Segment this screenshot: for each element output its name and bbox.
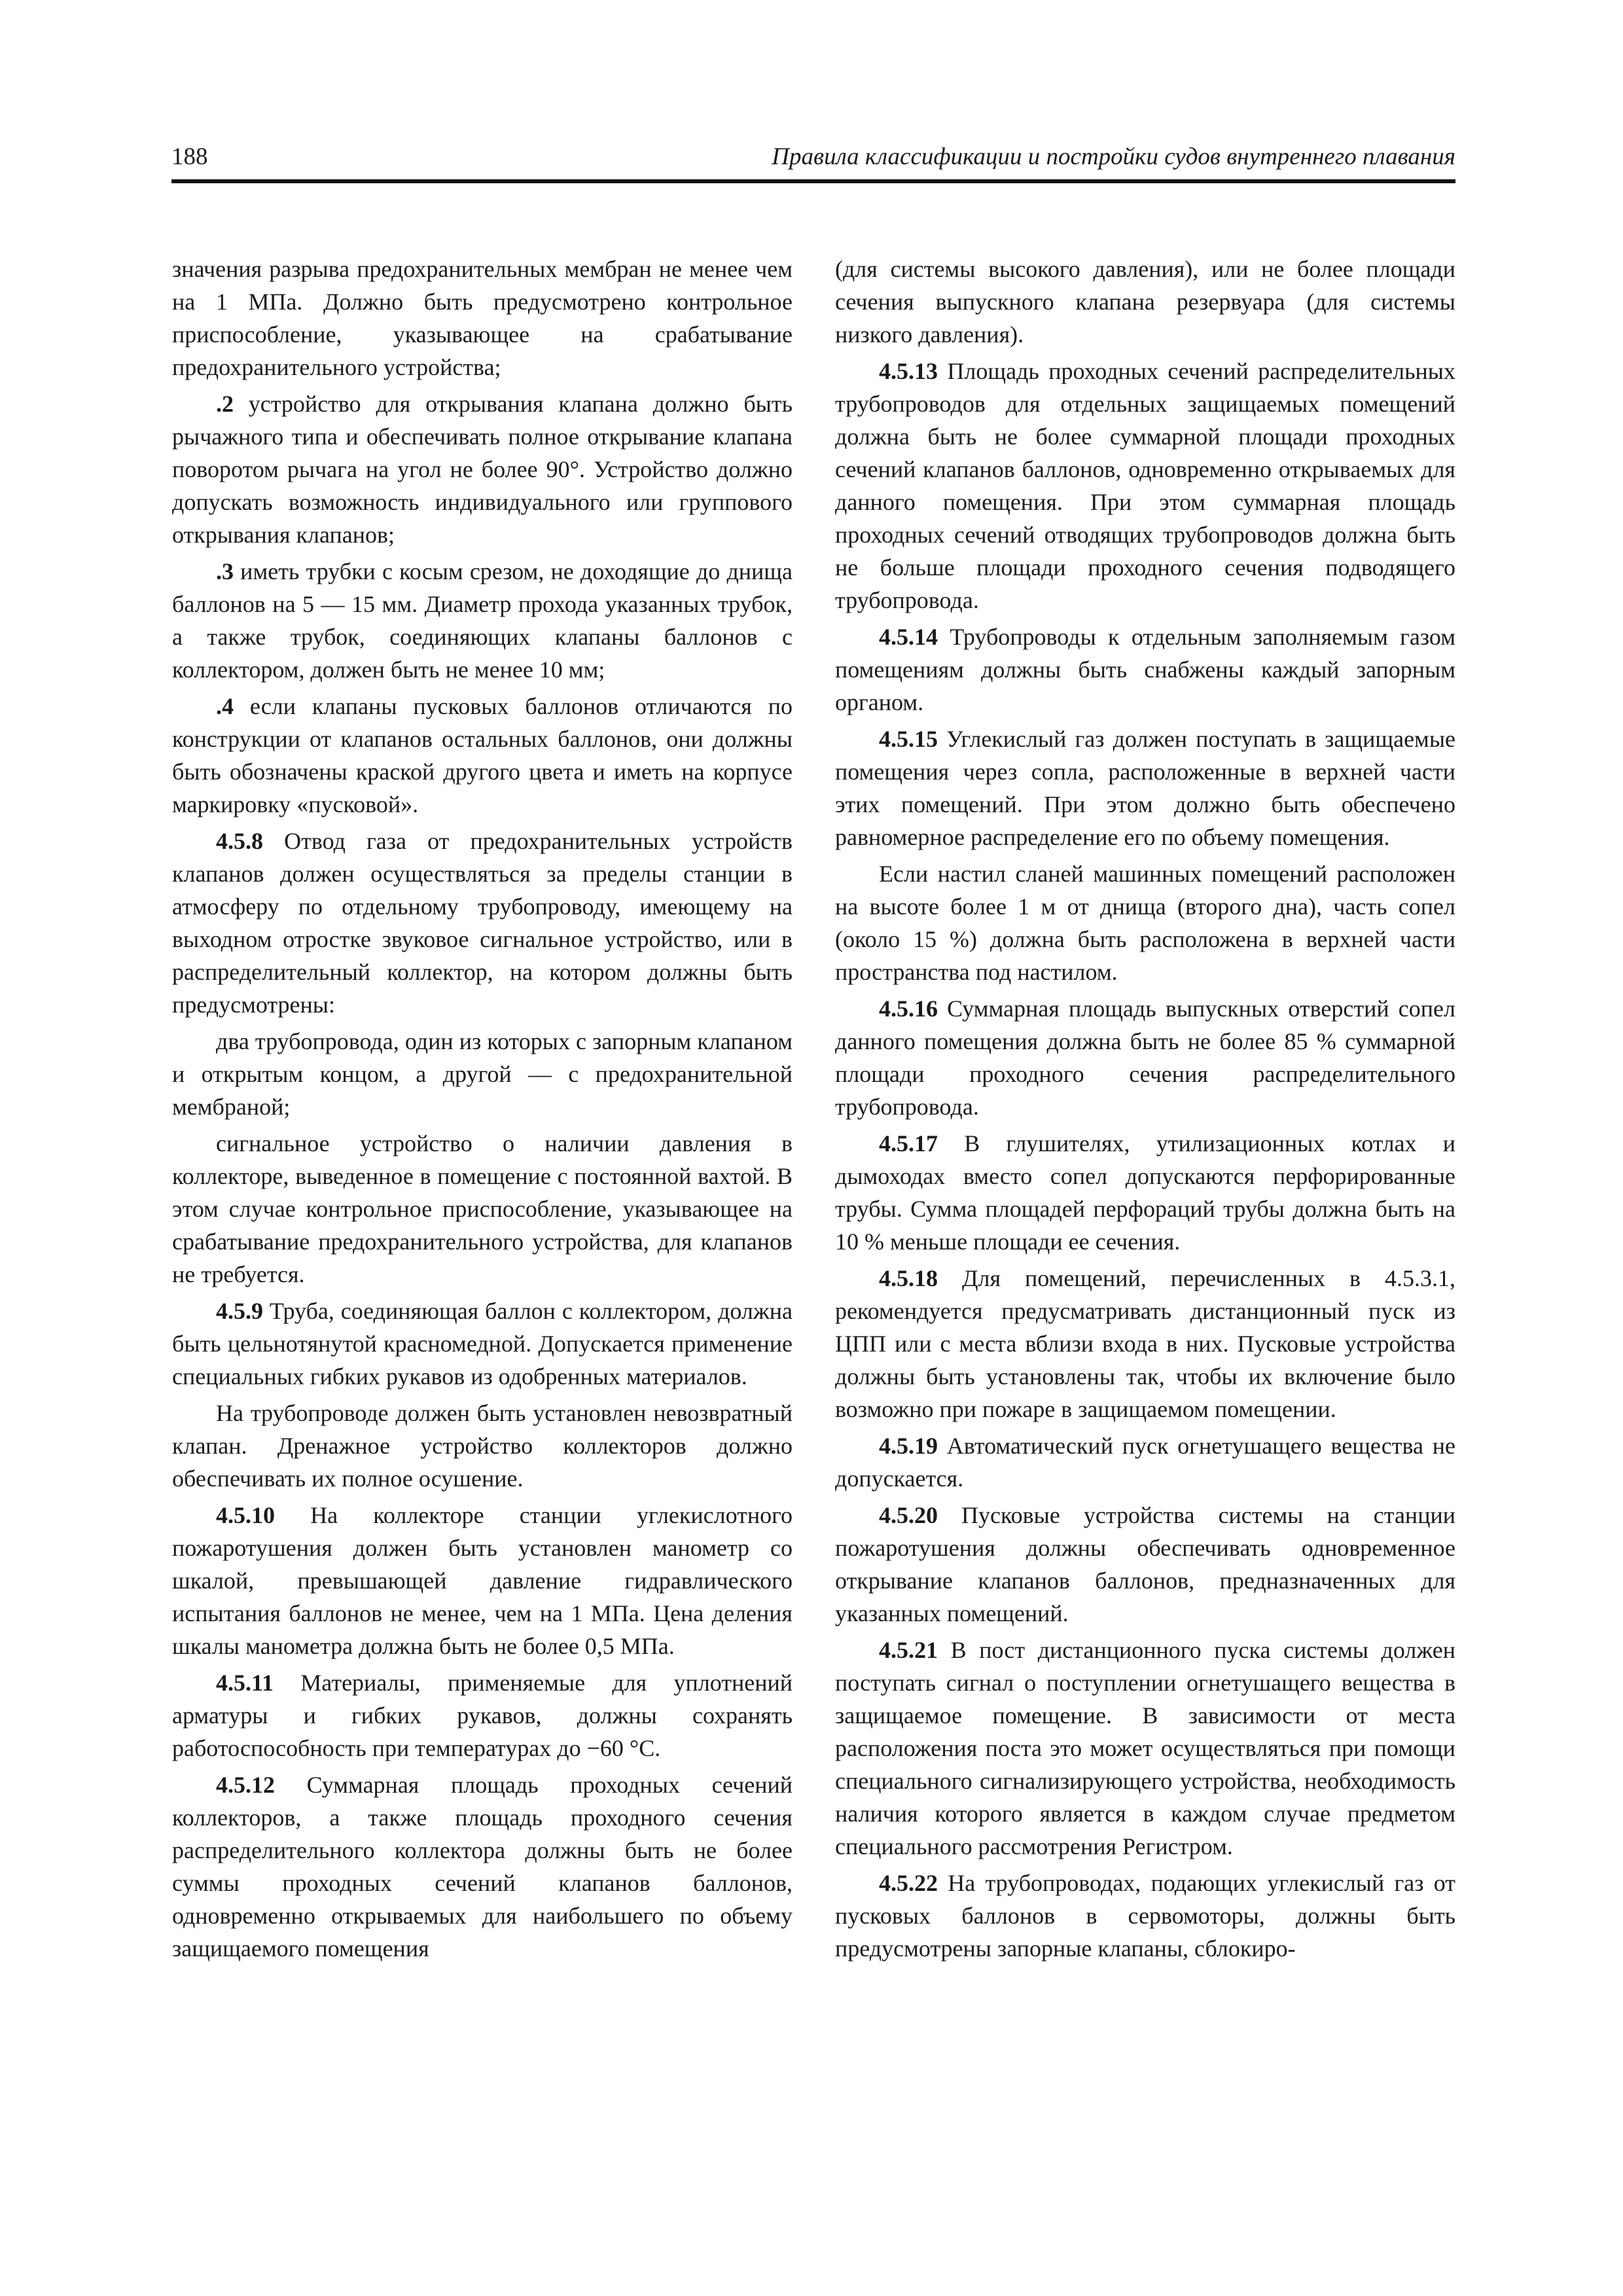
section-number: 4.5.8: [216, 828, 263, 854]
paragraph: [835, 355, 1455, 617]
paragraph-text: Материалы, применяемые для уплотнений арматуры и гибких рукавов, должны сохранять работоспособность при температурах до −60 °С.: [172, 1670, 793, 1761]
paragraph-text: Пусковые устройства системы на станции пожаротушения должны обеспечивать одновременное открывание клапанов баллонов, предназначенных для указанных помещений.: [835, 1502, 1455, 1626]
paragraph-text: Суммарная площадь проходных сечений коллекторов, а также площадь проходного сечения распределительного коллектора должны быть не более суммы проходных сечений клапанов баллонов, одновременно открываемых для наибольшего по объему защищаемого помещения: [172, 1772, 793, 1962]
paragraph-text: Автоматический пуск огнетушащего вещества не допускается.: [835, 1433, 1455, 1492]
paragraph: [172, 1025, 793, 1123]
section-number: .3: [216, 558, 234, 584]
running-title: Правила классификации и постройки судов внутреннего плавания: [772, 143, 1455, 170]
section-number: 4.5.17: [879, 1130, 938, 1157]
paragraph: [835, 992, 1455, 1123]
paragraph: [835, 1262, 1455, 1426]
section-number: 4.5.14: [879, 624, 938, 650]
paragraph-text: На трубопроводах, подающих углекислый газ от пусковых баллонов в сервомоторы, должны быть предусмотрены запорные клапаны, сблокиро-: [835, 1870, 1455, 1962]
right-text-column: [835, 253, 1455, 1969]
paragraph: [835, 1867, 1455, 1965]
section-number: 4.5.22: [879, 1870, 938, 1896]
section-number: 4.5.18: [879, 1265, 938, 1291]
section-number: 4.5.9: [216, 1298, 263, 1324]
paragraph: [835, 723, 1455, 853]
paragraph: [835, 253, 1455, 351]
section-number: .2: [216, 391, 234, 417]
paragraph: [835, 620, 1455, 719]
paragraph-text: Для помещений, перечисленных в 4.5.3.1, рекомендуется предусматривать дистанционный пуск из ЦПП или с места вблизи входа в них. Пусковые устройства должны быть установлены так, чтобы их включение было возможно при пожаре в защищаемом помещении.: [835, 1265, 1455, 1422]
paragraph-text: два трубопровода, один из которых с запорным клапаном и открытым концом, а другой — с предохранительной мембраной;: [172, 1028, 793, 1120]
paragraph-text: иметь трубки с косым срезом, не доходящие до днища баллонов на 5 — 15 мм. Диаметр прохода указанных трубок, а также трубок, соединяющих клапаны баллонов с коллектором, должен быть не менее 10 мм;: [172, 558, 793, 683]
paragraph-text: Труба, соединяющая баллон с коллектором, должна быть цельнотянутой красномедной. Допускается применение специальных гибких рукавов из одобренных материалов.: [172, 1298, 793, 1390]
paragraph: [172, 1295, 793, 1393]
paragraph: [835, 1429, 1455, 1495]
paragraph-text: если клапаны пусковых баллонов отличаются по конструкции от клапанов остальных баллонов, они должны быть обозначены краской другого цвета и иметь на корпусе маркировку «пусковой».: [172, 693, 793, 817]
section-number: 4.5.19: [879, 1433, 938, 1459]
paragraph: [172, 1666, 793, 1765]
paragraph-text: устройство для открывания клапана должно быть рычажного типа и обеспечивать полное открывание клапана поворотом рычага на угол не более 90°. Устройство должно допускать возможность индивидуального или группового открывания клапанов;: [172, 391, 793, 548]
paragraph-text: Суммарная площадь выпускных отверстий сопел данного помещения должна быть не более 85 % суммарной площади проходного сечения распределительного трубопровода.: [835, 996, 1455, 1120]
paragraph-text: (для системы высокого давления), или не более площади сечения выпускного клапана резервуара (для системы низкого давления).: [835, 256, 1455, 348]
paragraph: [172, 1768, 793, 1965]
paragraph-text: На коллекторе станции углекислотного пожаротушения должен быть установлен манометр со шкалой, превышающей давление гидравлического испытания баллонов не менее, чем на 1 МПа. Цена деления шкалы манометра должна быть не более 0,5 МПа.: [172, 1502, 793, 1659]
paragraph: [172, 1397, 793, 1495]
paragraph: [172, 825, 793, 1021]
paragraph-text: Отвод газа от предохранительных устройств клапанов должен осуществляться за пределы станции в атмосферу по отдельному трубопроводу, имеющему на выходном отростке звуковое сигнальное устройство, или в распределительный коллектор, на котором должны быть предусмотрены:: [172, 828, 793, 1018]
section-number: 4.5.15: [879, 726, 938, 752]
paragraph: [835, 1634, 1455, 1863]
paragraph: [172, 387, 793, 551]
paragraph-text: Площадь проходных сечений распределительных трубопроводов для отдельных защищаемых помещений должна быть не более суммарной площади проходных сечений клапанов баллонов, одновременно открываемых для данного помещения. При этом суммарная площадь проходных сечений отводящих трубопроводов должна быть не больше площади проходного сечения подводящего трубопровода.: [835, 358, 1455, 613]
page-header: [171, 139, 1455, 183]
paragraph: [172, 690, 793, 821]
paragraph-text: сигнальное устройство о наличии давления в коллекторе, выведенное в помещение с постоянной вахтой. В этом случае контрольное приспособление, указывающее на срабатывание предохранительного устройства, для клапанов не требуется.: [172, 1130, 793, 1287]
paragraph: [172, 253, 793, 384]
paragraph-text: значения разрыва предохранительных мембран не менее чем на 1 МПа. Должно быть предусмотрено контрольное приспособление, указывающее на срабатывание предохранительного устройства;: [172, 256, 793, 380]
section-number: .4: [216, 693, 234, 719]
left-text-column: [172, 253, 793, 1969]
section-number: 4.5.16: [879, 996, 938, 1022]
section-number: 4.5.20: [879, 1502, 938, 1528]
paragraph-text: Углекислый газ должен поступать в защищаемые помещения через сопла, расположенные в верхней части этих помещений. При этом должно быть обеспечено равномерное распределение его по объему помещения.: [835, 726, 1455, 850]
paragraph: [172, 1127, 793, 1291]
section-number: 4.5.11: [216, 1670, 274, 1696]
section-number: 4.5.13: [879, 358, 938, 384]
paragraph-text: В пост дистанционного пуска системы должен поступать сигнал о поступлении огнетушащего вещества в защищаемое помещение. В зависимости от места расположения поста это может осуществляться при помощи специального сигнализирующего устройства, необходимость наличия которого является в каждом случае предметом специального рассмотрения Регистром.: [835, 1637, 1455, 1859]
paragraph-text: Если настил сланей машинных помещений расположен на высоте более 1 м от днища (второго дна), часть сопел (около 15 %) должна быть расположена в верхней части пространства под настилом.: [835, 861, 1455, 985]
paragraph: [835, 1127, 1455, 1258]
section-number: 4.5.12: [216, 1772, 275, 1798]
paragraph-text: На трубопроводе должен быть установлен невозвратный клапан. Дренажное устройство коллекторов должно обеспечивать их полное осушение.: [172, 1400, 793, 1492]
paragraph: [172, 555, 793, 686]
paragraph: [172, 1499, 793, 1662]
paragraph-text: В глушителях, утилизационных котлах и дымоходах вместо сопел допускаются перфорированные трубы. Сумма площадей перфораций трубы должна быть на 10 % меньше площади ее сечения.: [835, 1130, 1455, 1255]
section-number: 4.5.21: [879, 1637, 938, 1663]
paragraph: [835, 857, 1455, 988]
section-number: 4.5.10: [216, 1502, 275, 1528]
page-number: 188: [171, 143, 208, 170]
paragraph: [835, 1499, 1455, 1630]
paragraph-text: Трубопроводы к отдельным заполняемым газом помещениям должны быть снабжены каждый запорным органом.: [835, 624, 1455, 715]
